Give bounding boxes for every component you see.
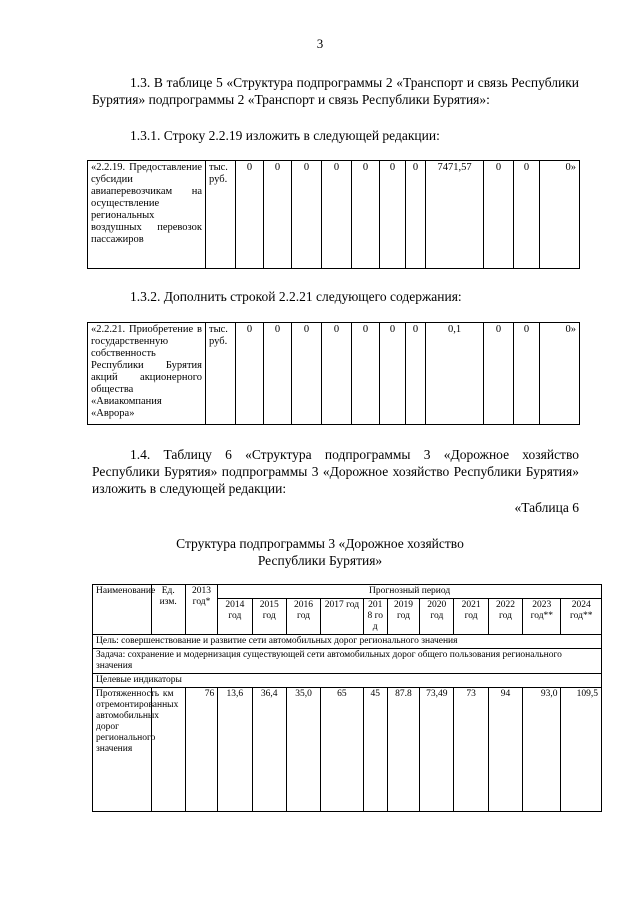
indicator-value: 87.8	[387, 688, 419, 812]
value-cell: 0	[322, 161, 352, 269]
indicator-value: 109,5	[561, 688, 602, 812]
paragraph-1-3-2: 1.3.2. Дополнить строкой 2.2.21 следующего содержания:	[130, 289, 462, 304]
header-year: 2023 год**	[523, 599, 561, 635]
table-row-2-2-19	[87, 160, 580, 269]
value-cell: 0	[292, 323, 322, 425]
value-cell: 0	[236, 323, 264, 425]
goal-row: Цель: совершенствование и развитие сети автомобильных дорог регионального значения	[93, 635, 602, 649]
header-year: 2014 год	[218, 599, 252, 635]
paragraph-1-3-1: 1.3.1. Строку 2.2.19 изложить в следующей редакции:	[130, 128, 440, 143]
value-cell: 0»	[540, 323, 580, 425]
value-cell: 0»	[540, 161, 580, 269]
indicator-value: 94	[488, 688, 522, 812]
value-cell: 0	[236, 161, 264, 269]
header-year: 2020 год	[420, 599, 454, 635]
value-cell: 0	[380, 161, 406, 269]
value-cell: 0	[352, 323, 380, 425]
row-unit: тыс. руб.	[206, 323, 236, 425]
indicator-value: 93,0	[523, 688, 561, 812]
value-cell: 0	[380, 323, 406, 425]
header-year: 2024 год**	[561, 599, 602, 635]
value-cell: 0	[264, 323, 292, 425]
table-6-label: «Таблица 6	[514, 500, 579, 515]
task-row: Задача: сохранение и модернизация существующей сети автомобильных дорог общего пользования регионального значения	[93, 649, 602, 674]
indicator-value: 73,49	[420, 688, 454, 812]
value-cell: 0	[406, 161, 426, 269]
value-cell: 0	[352, 161, 380, 269]
value-cell: 0	[514, 161, 540, 269]
table-title-line-2: Республики Бурятия»	[257, 553, 383, 568]
header-year: 2015 год	[252, 599, 286, 635]
indicators-row: Целевые индикаторы	[93, 674, 602, 688]
header-unit: Ед. изм.	[151, 585, 185, 635]
header-year: 2022 год	[488, 599, 522, 635]
header-year: 2016 год	[286, 599, 320, 635]
value-cell: 0	[406, 323, 426, 425]
header-name: Наименование	[93, 585, 152, 635]
value-cell: 0	[484, 161, 514, 269]
indicator-name: Протяженность отремонтированных автомобильных дорог регионального значения	[93, 688, 152, 812]
value-cell: 0	[292, 161, 322, 269]
row-description: «2.2.19. Предоставление субсидии авиаперевозчикам на осуществление региональных воздушных перевозок пассажиров	[88, 161, 206, 269]
page-number: 3	[316, 36, 324, 51]
indicator-value: 65	[321, 688, 363, 812]
row-description: «2.2.21. Приобретение в государственную собственность Республики Бурятия акций акционерного общества «Авиакомпания «Аврора»	[88, 323, 206, 425]
paragraph-1-3: 1.3. В таблице 5 «Структура подпрограммы 2 «Транспорт и связь Республики Бурятия» подпрограммы 2 «Транспорт и связь Республики Бурятия»:	[92, 75, 579, 107]
value-cell: 0,1	[426, 323, 484, 425]
value-cell: 0	[322, 323, 352, 425]
indicator-2013: 76	[185, 688, 217, 812]
header-2013: 2013 год*	[185, 585, 217, 635]
indicator-value: 13,6	[218, 688, 252, 812]
value-cell: 0	[264, 161, 292, 269]
header-year: 2017 год	[321, 599, 363, 635]
header-year: 2018 год	[363, 599, 387, 635]
indicator-value: 73	[454, 688, 488, 812]
indicator-unit: км	[151, 688, 185, 812]
value-cell: 0	[484, 323, 514, 425]
header-year: 2021 год	[454, 599, 488, 635]
paragraph-1-4: 1.4. Таблицу 6 «Структура подпрограммы 3 «Дорожное хозяйство Республики Бурятия» подпрограммы 3 «Дорожное хозяйство Республики Бурятия» изложить в следующей редакции:	[92, 447, 579, 496]
indicator-value: 36,4	[252, 688, 286, 812]
table-6	[92, 584, 602, 812]
value-cell: 0	[514, 323, 540, 425]
table-title-line-1: Структура подпрограммы 3 «Дорожное хозяйство	[176, 536, 464, 551]
header-forecast: Прогнозный период	[218, 585, 602, 599]
value-cell: 7471,57	[426, 161, 484, 269]
indicator-value: 45	[363, 688, 387, 812]
indicator-value: 35,0	[286, 688, 320, 812]
header-year: 2019 год	[387, 599, 419, 635]
table-row-2-2-21	[87, 322, 580, 425]
row-unit: тыс. руб.	[206, 161, 236, 269]
